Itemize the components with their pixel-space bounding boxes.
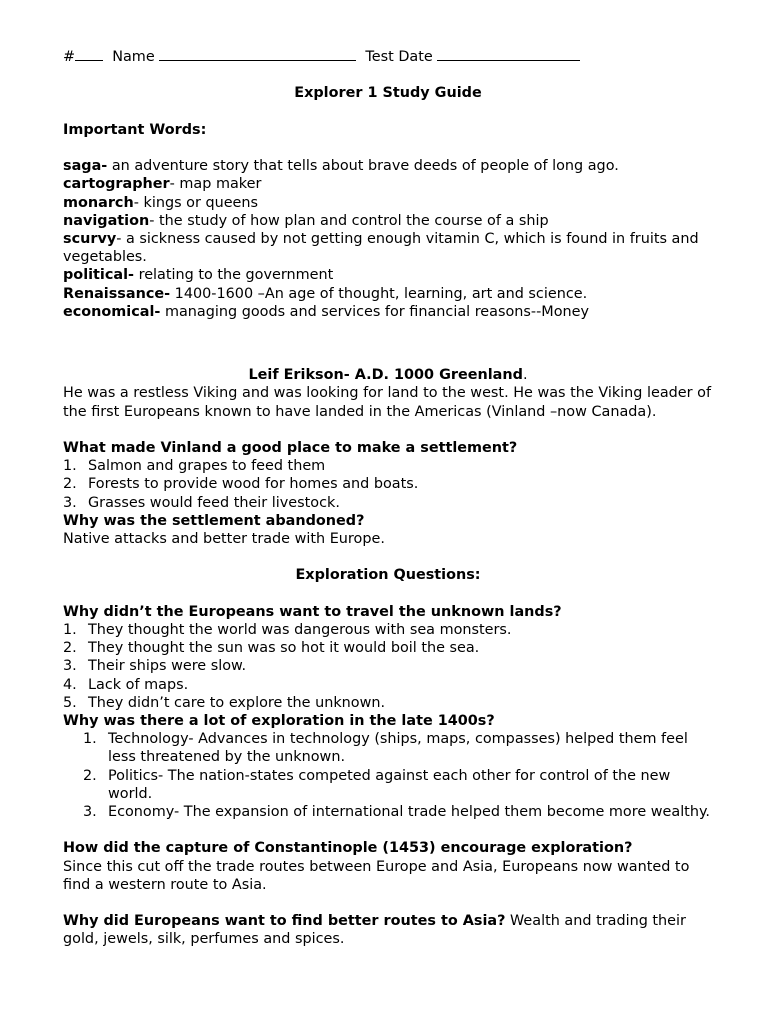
page-title: Explorer 1 Study Guide (294, 85, 482, 102)
vocab-item: Renaissance- 1400-1600 –An age of thought, learning, art and science. (63, 285, 588, 302)
vocab-item: cartographer- map maker (63, 176, 262, 193)
study-guide-page (63, 46, 713, 949)
constantinople-answer: Since this cut off the trade routes between Europe and Asia, Europeans now wanted to find a western route to Asia. (63, 858, 690, 893)
vocab-item: scurvy- a sickness caused by not getting enough vitamin C, which is found in fruits and vegetables. (63, 230, 699, 266)
asia-routes-question: Why did Europeans want to find better routes to Asia? Wealth and trading their gold, jewels, silk, perfumes and spices. (63, 913, 686, 948)
list-item: 1. Technology- Advances in technology (ships, maps, compasses) helped them feel less threatened by the unknown. (83, 731, 688, 766)
list-item: 2. Forests to provide wood for homes and boats. (63, 476, 419, 493)
list-item: 3. Grasses would feed their livestock. (63, 494, 340, 511)
list-item: 1. Salmon and grapes to feed them (63, 458, 326, 475)
number-blank (75, 46, 103, 61)
constantinople-question: How did the capture of Constantinople (1453) encourage exploration? (63, 840, 633, 857)
abandoned-question: Why was the settlement abandoned? (63, 512, 365, 529)
important-words-heading: Important Words: (63, 121, 207, 138)
vocab-item: political- relating to the government (63, 267, 334, 284)
list-item: 3. Economy- The expansion of international trade helped them become more wealthy. (83, 804, 710, 821)
unknown-lands-answers (63, 621, 713, 712)
late-1400s-question: Why was there a lot of exploration in the late 1400s? (63, 713, 495, 729)
number-label: # (63, 49, 76, 65)
vinland-question: What made Vinland a good place to make a settlement? (63, 439, 518, 456)
test-date-blank (437, 46, 580, 61)
unknown-lands-question: Why didn’t the Europeans want to travel the unknown lands? (63, 603, 562, 620)
list-item: 2. They thought the sun was so hot it would boil the sea. (63, 640, 480, 657)
late-1400s-answers (63, 730, 713, 821)
list-item: 3. Their ships were slow. (63, 658, 247, 675)
leif-text: He was a restless Viking and was looking for land to the west. He was the Viking leader of the first Europeans known to have landed in the Americas (Vinland –now Canada). (63, 385, 712, 420)
list-item: 4. Lack of maps. (63, 676, 189, 693)
header-line (63, 46, 713, 66)
exploration-heading: Exploration Questions: (295, 567, 481, 584)
vocab-item: saga- an adventure story that tells about brave deeds of people of long ago. (63, 158, 619, 175)
vocabulary-list (63, 157, 713, 321)
list-item: 1. They thought the world was dangerous with sea monsters. (63, 621, 512, 638)
test-date-label: Test Date (365, 49, 433, 65)
list-item: 2. Politics- The nation-states competed against each other for control of the new world. (83, 767, 671, 802)
vocab-item: navigation- the study of how plan and control the course of a ship (63, 212, 549, 229)
vocab-item: economical- managing goods and services for financial reasons--Money (63, 303, 589, 320)
abandoned-answer: Native attacks and better trade with Europe. (63, 531, 385, 547)
name-label: Name (112, 49, 155, 65)
name-blank (159, 46, 356, 61)
leif-heading: Leif Erikson- A.D. 1000 Greenland. (248, 367, 528, 384)
vinland-answers (63, 457, 713, 512)
list-item: 5. They didn’t care to explore the unknown. (63, 694, 386, 711)
vocab-item: monarch- kings or queens (63, 194, 259, 211)
